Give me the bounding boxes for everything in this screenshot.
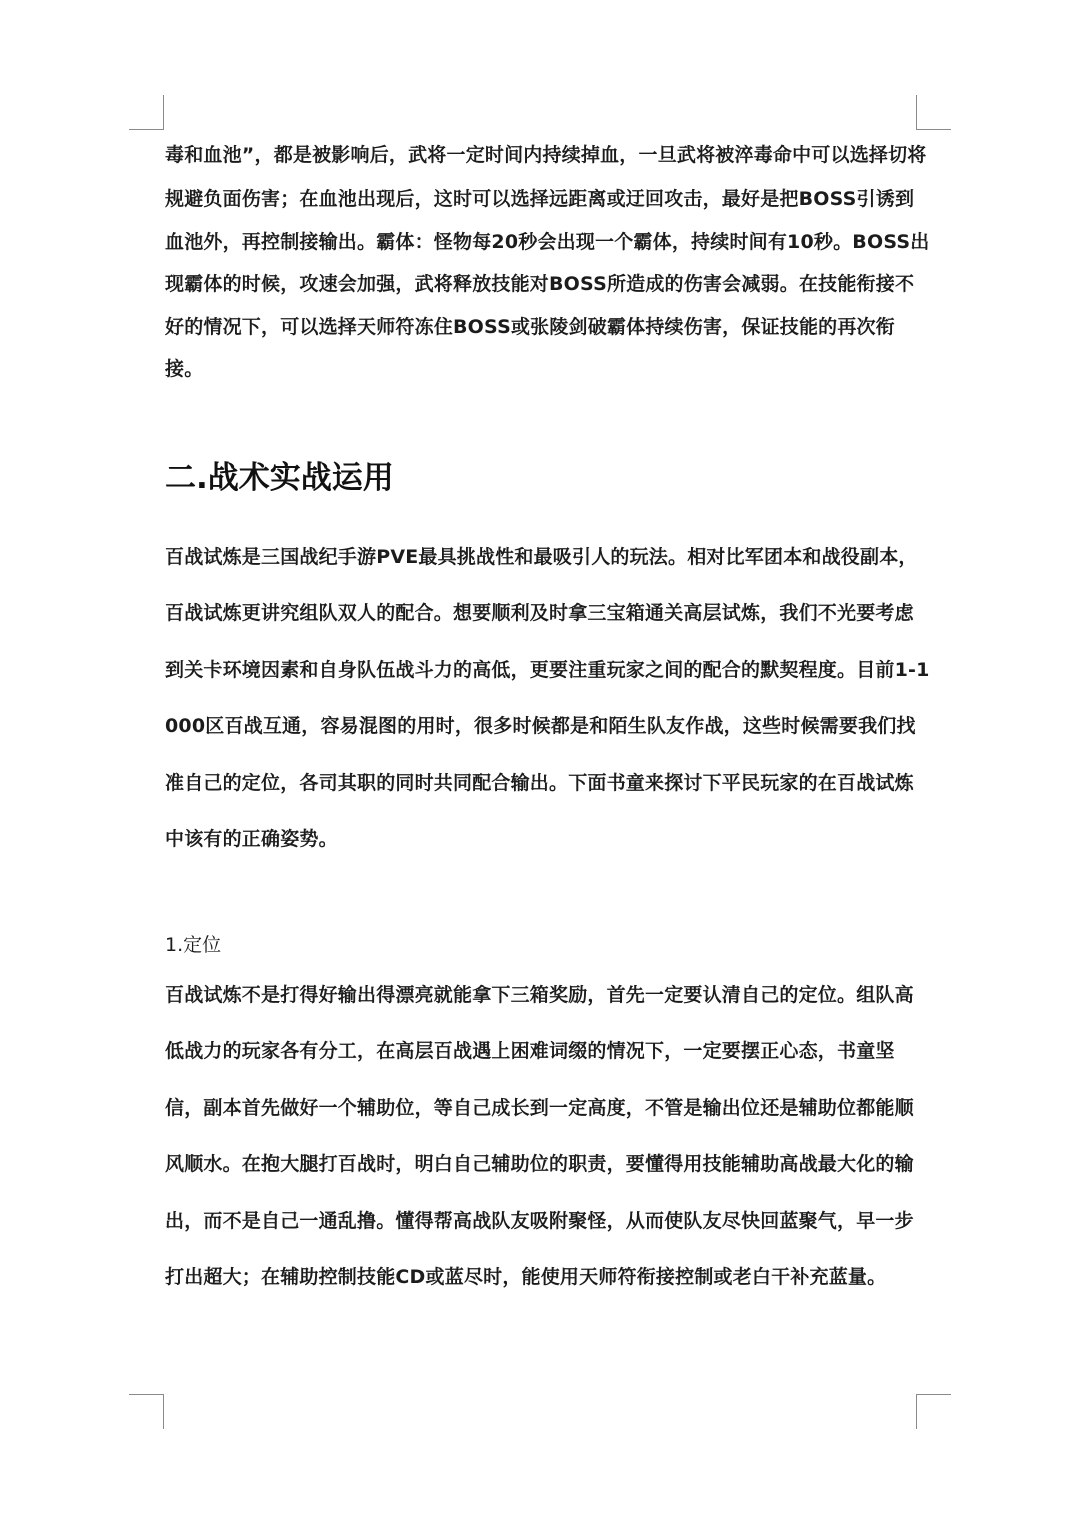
crop-mark-bottom-left-vertical: [163, 1394, 164, 1429]
paragraph-line: 毒和血池”，都是被影响后，武将一定时间内持续掉血，一旦武将被淬毒命中可以选择切将: [165, 144, 927, 166]
paragraph-line: 中该有的正确姿势。: [165, 828, 338, 850]
paragraph-line: 接。: [165, 358, 204, 380]
paragraph-line: 000区百战互通，容易混图的用时，很多时候都是和陌生队友作战，这些时候需要我们找: [165, 715, 916, 737]
crop-mark-top-left-vertical: [163, 95, 164, 130]
paragraph-line: 百战试炼是三国战纪手游PVE最具挑战性和最吸引人的玩法。相对比军团本和战役副本，: [165, 546, 918, 568]
paragraph-line: 打出超大；在辅助控制技能CD或蓝尽时，能使用天师符衔接控制或老白干补充蓝量。: [165, 1266, 887, 1288]
paragraph-line: 准自己的定位，各司其职的同时共同配合输出。下面书童来探讨下平民玩家的在百战试炼: [165, 772, 914, 794]
crop-mark-bottom-left-horizontal: [129, 1394, 164, 1395]
paragraph-line: 规避负面伤害；在血池出现后，这时可以选择远距离或迂回攻击，最好是把BOSS引诱到: [165, 188, 915, 210]
crop-mark-top-right-vertical: [916, 95, 917, 130]
crop-mark-top-left-horizontal: [129, 129, 164, 130]
paragraph-line: 出，而不是自己一通乱撸。懂得帮高战队友吸附聚怪，从而使队友尽快回蓝聚气，早一步: [165, 1210, 914, 1232]
paragraph-line: 风顺水。在抱大腿打百战时，明白自己辅助位的职责，要懂得用技能辅助高战最大化的输: [165, 1153, 914, 1175]
crop-mark-bottom-right-vertical: [916, 1394, 917, 1429]
section-heading: 二.战术实战运用: [165, 460, 394, 496]
crop-mark-top-right-horizontal: [916, 129, 951, 130]
paragraph-line: 低战力的玩家各有分工，在高层百战遇上困难词缀的情况下，一定要摆正心态，书童坚: [165, 1040, 895, 1062]
paragraph-line: 信，副本首先做好一个辅助位，等自己成长到一定高度，不管是输出位还是辅助位都能顺: [165, 1097, 914, 1119]
subsection-heading: 1.定位: [165, 934, 222, 956]
paragraph-line: 血池外，再控制接输出。霸体：怪物每20秒会出现一个霸体，持续时间有10秒。BOSS出: [165, 231, 930, 253]
paragraph-line: 百战试炼不是打得好输出得漂亮就能拿下三箱奖励，首先一定要认清自己的定位。组队高: [165, 984, 914, 1006]
paragraph-line: 到关卡环境因素和自身队伍战斗力的高低，更要注重玩家之间的配合的默契程度。目前1-1: [165, 659, 930, 681]
paragraph-line: 好的情况下，可以选择天师符冻住BOSS或张陵剑破霸体持续伤害，保证技能的再次衔: [165, 316, 895, 338]
crop-mark-bottom-right-horizontal: [916, 1394, 951, 1395]
paragraph-line: 百战试炼更讲究组队双人的配合。想要顺利及时拿三宝箱通关高层试炼，我们不光要考虑: [165, 602, 914, 624]
paragraph-line: 现霸体的时候，攻速会加强，武将释放技能对BOSS所造成的伤害会减弱。在技能衔接不: [165, 273, 915, 295]
